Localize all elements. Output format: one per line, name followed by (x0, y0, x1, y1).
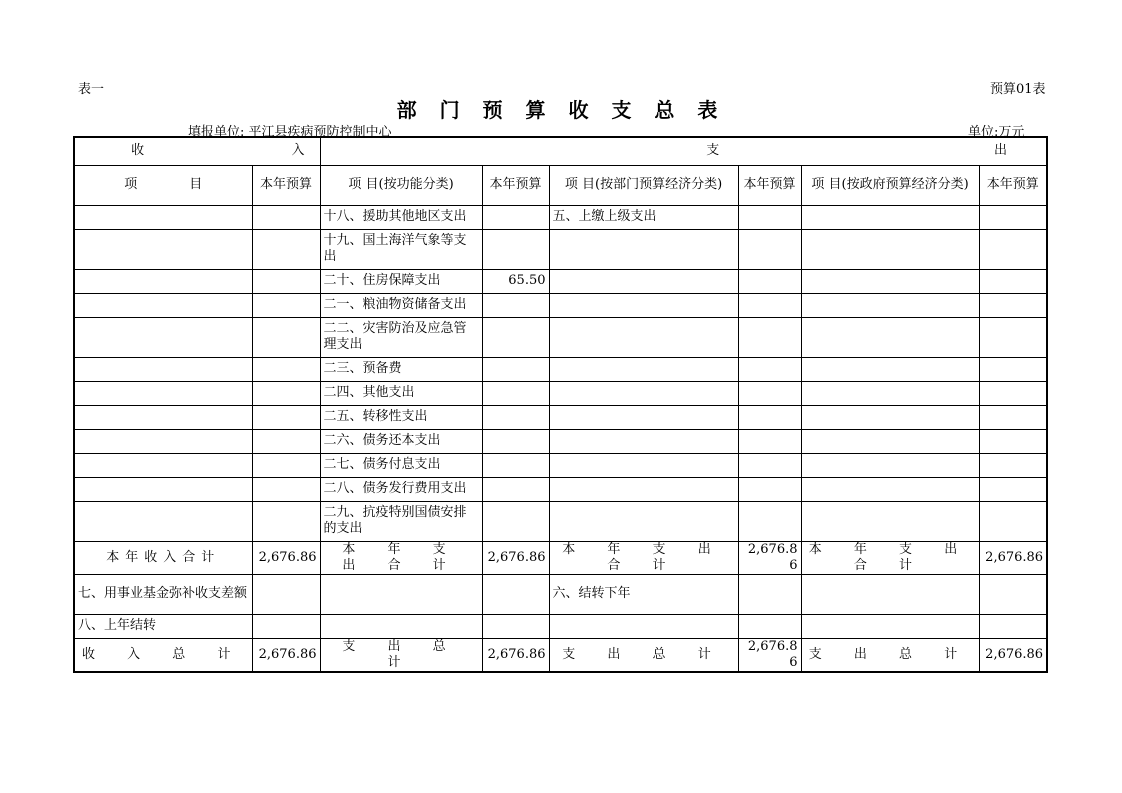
table-cell (738, 405, 801, 429)
expense-group-header (320, 137, 1047, 165)
table-cell (482, 293, 549, 317)
table-cell (801, 229, 979, 269)
table-cell (482, 317, 549, 357)
table-cell (979, 453, 1047, 477)
table-cell: 二一、粮油物资储备支出 (320, 293, 482, 317)
column-header: 项 目 (74, 165, 252, 205)
table-cell (979, 269, 1047, 293)
form-code-label: 预算01表 (990, 82, 1046, 97)
table-cell (979, 477, 1047, 501)
table-cell (979, 229, 1047, 269)
table-row (74, 429, 1047, 453)
table-cell (252, 205, 320, 229)
subtotal-value: 2,676.86 (738, 541, 801, 574)
table-cell: 二九、抗疫特别国债安排的支出 (320, 501, 482, 541)
column-header: 项 目(按政府预算经济分类) (801, 165, 979, 205)
total-label: 支 出 总 计 (320, 638, 482, 672)
income-group-header (74, 137, 320, 165)
table-row (74, 357, 1047, 381)
table-cell (738, 614, 801, 638)
income-header-right: 入 (291, 143, 305, 159)
table-cell (74, 381, 252, 405)
total-label: 支 出 总 计 (801, 638, 979, 672)
total-label: 收 入 总 计 (74, 638, 252, 672)
table-cell (482, 405, 549, 429)
table-cell (801, 269, 979, 293)
table-cell (801, 293, 979, 317)
subtotal-label: 本 年 支 出 合 计 (549, 541, 738, 574)
total-value: 2,676.86 (252, 638, 320, 672)
table-cell (549, 614, 738, 638)
table-cell (801, 501, 979, 541)
table-cell (252, 405, 320, 429)
table-cell (801, 317, 979, 357)
table-cell: 二七、债务付息支出 (320, 453, 482, 477)
table-cell (74, 293, 252, 317)
table-row (74, 293, 1047, 317)
table-cell (549, 317, 738, 357)
table-cell (482, 205, 549, 229)
column-header: 项 目(按部门预算经济分类) (549, 165, 738, 205)
table-cell: 二二、灾害防治及应急管理支出 (320, 317, 482, 357)
table-cell (252, 453, 320, 477)
total-value: 2,676.86 (482, 638, 549, 672)
table-cell (738, 317, 801, 357)
subtotal-label: 本年收入合计 (74, 541, 252, 574)
table-number-label: 表一 (78, 82, 105, 97)
table-row (74, 317, 1047, 357)
table-row (74, 614, 1047, 638)
table-cell: 七、用事业基金弥补收支差额 (74, 574, 252, 614)
table-cell (482, 574, 549, 614)
table-cell (549, 453, 738, 477)
table-cell (801, 429, 979, 453)
table-row (74, 453, 1047, 477)
expense-header-right: 出 (994, 143, 1008, 159)
subtotal-row (74, 541, 1047, 574)
table-cell (801, 381, 979, 405)
table-row (74, 477, 1047, 501)
table-row (74, 205, 1047, 229)
currency-unit-label: 单位:万元 (968, 125, 1025, 140)
income-header-left: 收 (131, 143, 145, 159)
total-value: 2,676.86 (738, 638, 801, 672)
table-row (74, 501, 1047, 541)
table-cell: 65.50 (482, 269, 549, 293)
column-header: 本年预算 (252, 165, 320, 205)
table-cell (252, 269, 320, 293)
table-cell (738, 269, 801, 293)
filling-unit-label: 填报单位: 平江县疾病预防控制中心 (188, 125, 392, 140)
table-cell (252, 293, 320, 317)
table-cell (252, 477, 320, 501)
table-cell (549, 229, 738, 269)
table-cell (549, 405, 738, 429)
table-cell (320, 574, 482, 614)
subtotal-label: 本 年 支 出 合 计 (320, 541, 482, 574)
table-row (74, 405, 1047, 429)
table-cell (252, 501, 320, 541)
table-cell: 十九、国土海洋气象等支出 (320, 229, 482, 269)
table-cell (979, 429, 1047, 453)
table-cell (482, 381, 549, 405)
table-cell (549, 381, 738, 405)
table-cell (252, 381, 320, 405)
subtotal-value: 2,676.86 (252, 541, 320, 574)
table-cell (74, 501, 252, 541)
table-cell (801, 357, 979, 381)
table-cell: 二四、其他支出 (320, 381, 482, 405)
table-cell (801, 574, 979, 614)
table-cell (738, 381, 801, 405)
table-cell (801, 453, 979, 477)
table-cell (979, 357, 1047, 381)
table-cell (74, 405, 252, 429)
table-cell (738, 453, 801, 477)
table-cell (549, 269, 738, 293)
group-header-row (74, 137, 1047, 165)
column-header: 本年预算 (482, 165, 549, 205)
table-row (74, 381, 1047, 405)
table-cell (252, 317, 320, 357)
table-cell (801, 477, 979, 501)
table-row (74, 269, 1047, 293)
table-cell: 二十、住房保障支出 (320, 269, 482, 293)
table-cell (738, 429, 801, 453)
table-cell (320, 614, 482, 638)
column-header-row (74, 165, 1047, 205)
table-cell (549, 477, 738, 501)
subtotal-value: 2,676.86 (482, 541, 549, 574)
column-header: 本年预算 (738, 165, 801, 205)
table-cell: 五、上缴上级支出 (549, 205, 738, 229)
table-cell (74, 477, 252, 501)
table-cell: 十八、援助其他地区支出 (320, 205, 482, 229)
table-cell (252, 614, 320, 638)
expense-header-left: 支 (706, 143, 720, 159)
table-cell (74, 429, 252, 453)
table-cell (738, 205, 801, 229)
table-cell (979, 381, 1047, 405)
table-cell (482, 229, 549, 269)
table-cell (252, 229, 320, 269)
table-cell: 二五、转移性支出 (320, 405, 482, 429)
table-cell (801, 614, 979, 638)
table-cell (482, 357, 549, 381)
table-cell (738, 293, 801, 317)
table-cell (482, 614, 549, 638)
column-header: 本年预算 (979, 165, 1047, 205)
table-cell (74, 269, 252, 293)
table-cell (801, 405, 979, 429)
table-cell (74, 453, 252, 477)
table-cell (738, 477, 801, 501)
page-title: 部 门 预 算 收 支 总 表 (396, 98, 726, 122)
table-cell (738, 357, 801, 381)
table-cell (74, 317, 252, 357)
table-cell (738, 501, 801, 541)
table-cell (482, 477, 549, 501)
table-cell: 二六、债务还本支出 (320, 429, 482, 453)
subtotal-label: 本 年 支 出 合 计 (801, 541, 979, 574)
table-cell (549, 429, 738, 453)
table-cell (252, 574, 320, 614)
table-cell: 二八、债务发行费用支出 (320, 477, 482, 501)
table-cell: 六、结转下年 (549, 574, 738, 614)
table-cell (74, 229, 252, 269)
table-cell (549, 293, 738, 317)
table-cell (979, 205, 1047, 229)
budget-summary-table (73, 136, 1048, 673)
table-cell (979, 405, 1047, 429)
table-cell (482, 429, 549, 453)
total-value: 2,676.86 (979, 638, 1047, 672)
total-label: 支 出 总 计 (549, 638, 738, 672)
table-cell (74, 205, 252, 229)
table-row (74, 574, 1047, 614)
table-cell (979, 293, 1047, 317)
table-cell (74, 357, 252, 381)
table-cell (549, 501, 738, 541)
table-cell (801, 205, 979, 229)
column-header: 项 目(按功能分类) (320, 165, 482, 205)
table-cell (549, 357, 738, 381)
table-cell (252, 429, 320, 453)
table-cell (738, 229, 801, 269)
table-cell (979, 501, 1047, 541)
table-cell (482, 501, 549, 541)
table-cell (738, 574, 801, 614)
table-cell (252, 357, 320, 381)
table-cell (979, 574, 1047, 614)
table-cell (979, 614, 1047, 638)
table-cell: 二三、预备费 (320, 357, 482, 381)
total-row (74, 638, 1047, 672)
table-cell: 八、上年结转 (74, 614, 252, 638)
subtotal-value: 2,676.86 (979, 541, 1047, 574)
table-row (74, 229, 1047, 269)
table-cell (979, 317, 1047, 357)
table-cell (482, 453, 549, 477)
